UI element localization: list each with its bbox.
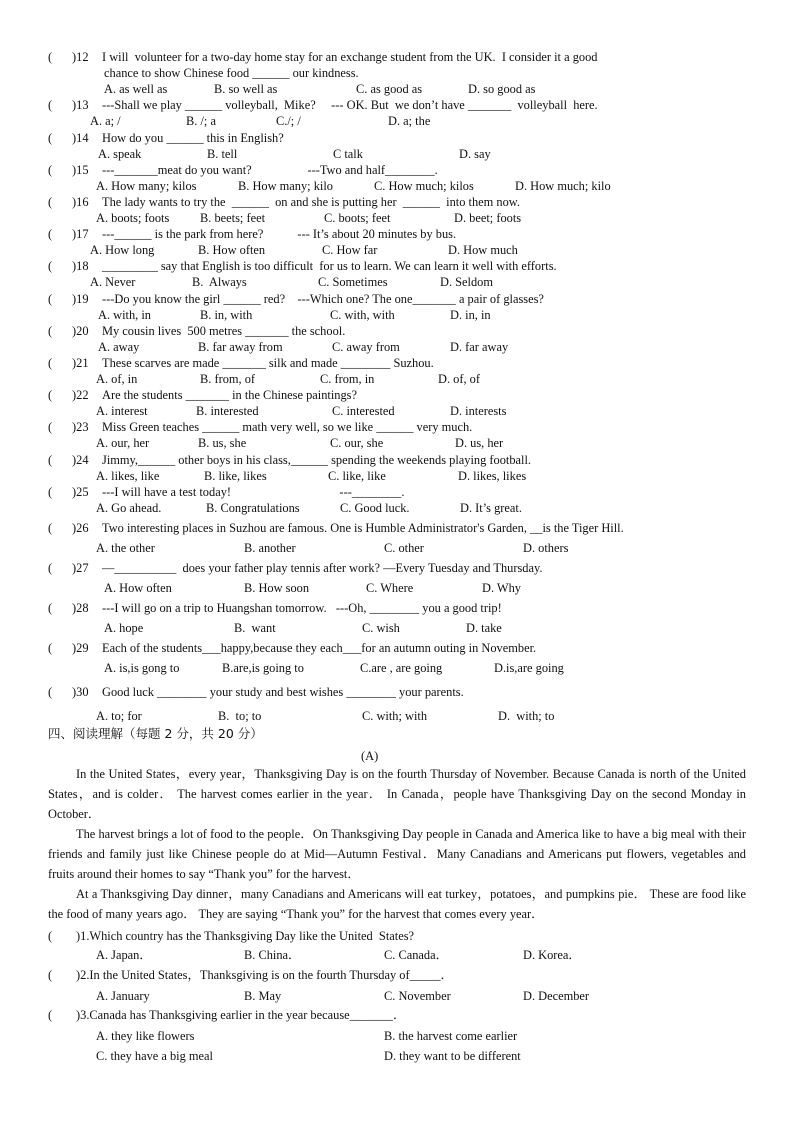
reading-option-a: A. January: [96, 989, 150, 1003]
option-a: A. likes, like: [96, 469, 160, 483]
question-stem: _________ say that English is too difficult for us to learn. We can learn it well with efforts.: [102, 259, 557, 273]
question-stem: ---Do you know the girl ______ red? ---Which one? The one_______ a pair of glasses?: [102, 292, 544, 306]
question-stem: ---_______meat do you want? ---Two and half________.: [102, 163, 438, 177]
question-paren: (: [48, 420, 53, 434]
option-c: C. Good luck.: [340, 501, 410, 515]
option-d: D. likes, likes: [458, 469, 527, 483]
question-number: )21: [72, 356, 89, 370]
question-stem: The lady wants to try the ______ on and she is putting her ______ into them now.: [102, 195, 521, 209]
option-d: D. us, her: [455, 436, 504, 450]
option-c: C. with, with: [330, 308, 395, 322]
passage-paragraph-1: In the United States，every year，Thanksgiving Day is on the fourth Thursday of November. Because Canada is north of the United States，and is colder． The harvest comes earlier in the year． In Canada，people have Thanksgiving Day on the second Monday in October．: [48, 767, 746, 821]
question-paren: (: [48, 50, 53, 64]
option-d: D. of, of: [438, 372, 480, 386]
option-c: C. wish: [362, 621, 400, 635]
option-d: D. It’s great.: [460, 501, 522, 515]
option-c: C. with; with: [362, 709, 428, 723]
question-stem: Two interesting places in Suzhou are famous. One is Humble Administrator's Garden, __is the Tiger Hill.: [102, 521, 624, 535]
option-d: D. so good as: [468, 82, 536, 96]
reading-option-d: D. they want to be different: [384, 1049, 521, 1063]
option-d: D. How much: [448, 243, 518, 257]
question-stem: These scarves are made _______ silk and made ________ Suzhou.: [102, 356, 434, 370]
option-a: A. How often: [104, 581, 172, 595]
question-stem: I will volunteer for a two-day home stay for an exchange student from the UK. I consider it a good: [102, 50, 598, 64]
reading-question-stem: )1.Which country has the Thanksgiving Day like the United States?: [76, 929, 415, 943]
option-a: A. speak: [98, 147, 142, 161]
option-d: D. Seldom: [440, 275, 494, 289]
reading-option-a: A. they like flowers: [96, 1029, 195, 1043]
option-b: B. us, she: [198, 436, 247, 450]
question-number: )13: [72, 98, 89, 112]
passage-paragraph-2: The harvest brings a lot of food to the people．On Thanksgiving Day people in Canada and America like to have a big meal with their friends and family just like Chinese people do at Mid—Autumn Festival．Many Canadians and Americans put flowers, vegetables and fruits around their homes to say “Thank you” for the harvest．: [48, 827, 746, 881]
question-paren: (: [48, 259, 53, 273]
option-c: C. away from: [332, 340, 400, 354]
option-b: B. tell: [207, 147, 238, 161]
option-d: D. take: [466, 621, 502, 635]
question-stem-continued: chance to show Chinese food ______ our kindness.: [104, 66, 359, 80]
question-stem: ---______ is the park from here? --- It’s about 20 minutes by bus.: [102, 227, 457, 241]
option-a: A. as well as: [104, 82, 168, 96]
option-a: A. a; /: [90, 114, 121, 128]
question-number: )15: [72, 163, 89, 177]
reading-option-b: B. China．: [244, 948, 301, 962]
question-number: )14: [72, 131, 89, 145]
option-c: C. How much; kilos: [374, 179, 474, 193]
question-number: )12: [72, 50, 89, 64]
question-paren: (: [48, 485, 53, 499]
option-a: A. Never: [90, 275, 136, 289]
option-d: D. far away: [450, 340, 509, 354]
option-d: D. say: [459, 147, 491, 161]
question-paren: (: [48, 521, 53, 535]
option-a: A. How many; kilos: [96, 179, 197, 193]
question-number: )25: [72, 485, 89, 499]
option-b: B. Always: [192, 275, 247, 289]
question-number: )16: [72, 195, 89, 209]
option-b: B. to; to: [218, 709, 262, 723]
question-stem: My cousin lives 500 metres _______ the school.: [102, 324, 346, 338]
question-number: )17: [72, 227, 89, 241]
question-paren: (: [48, 227, 53, 241]
option-b: B. How soon: [244, 581, 310, 595]
option-a: A. hope: [104, 621, 144, 635]
option-c: C. like, like: [328, 469, 386, 483]
question-paren: (: [48, 131, 53, 145]
option-c: C. How far: [322, 243, 378, 257]
reading-option-c: C. they have a big meal: [96, 1049, 213, 1063]
question-paren: (: [48, 601, 53, 615]
reading-option-a: A. Japan．: [96, 948, 152, 962]
question-paren: (: [48, 561, 53, 575]
reading-question-stem: )2.In the United States，Thanksgiving is on the fourth Thursday of_____．: [76, 968, 453, 982]
question-stem: How do you ______ this in English?: [102, 131, 284, 145]
reading-option-d: D. Korea．: [523, 948, 581, 962]
option-c: C. as good as: [356, 82, 423, 96]
option-a: A. of, in: [96, 372, 138, 386]
option-d: D. in, in: [450, 308, 491, 322]
option-d: D. with; to: [498, 709, 555, 723]
question-paren: (: [48, 641, 53, 655]
option-a: A. with, in: [98, 308, 152, 322]
option-c: C. Sometimes: [318, 275, 388, 289]
option-c: C talk: [333, 147, 363, 161]
passage-paragraph-3: At a Thanksgiving Day dinner，many Canadians and Americans will eat turkey，potatoes，and pumpkins pie． These are food like the food of many years ago． They are saying “Thank you” for the harvest that comes every year．: [48, 887, 746, 921]
reading-question-stem: )3.Canada has Thanksgiving earlier in the year because_______．: [76, 1008, 406, 1022]
option-d: D. others: [523, 541, 569, 555]
option-c: C./; /: [276, 114, 301, 128]
option-a: A. away: [98, 340, 140, 354]
option-b: B. Congratulations: [206, 501, 300, 515]
option-d: D. interests: [450, 404, 507, 418]
question-number: )24: [72, 453, 89, 467]
option-b: B. another: [244, 541, 296, 555]
reading-paren: (: [48, 1008, 53, 1022]
option-a: A. boots; foots: [96, 211, 170, 225]
option-b: B. in, with: [200, 308, 253, 322]
option-a: A. to; for: [96, 709, 142, 723]
question-paren: (: [48, 685, 53, 699]
question-number: )23: [72, 420, 89, 434]
option-c: C. Where: [366, 581, 414, 595]
option-b: B. like, likes: [204, 469, 267, 483]
question-stem: Miss Green teaches ______ math very well, so we like ______ very much.: [102, 420, 473, 434]
option-a: A. our, her: [96, 436, 150, 450]
question-paren: (: [48, 356, 53, 370]
reading-paren: (: [48, 929, 53, 943]
question-number: )30: [72, 685, 89, 699]
question-number: )22: [72, 388, 89, 402]
option-b: B. interested: [196, 404, 259, 418]
option-a: A. is,is gong to: [104, 661, 180, 675]
reading-option-d: D. December: [523, 989, 590, 1003]
option-b: B. /; a: [186, 114, 216, 128]
question-stem: —__________ does your father play tennis after work? —Every Tuesday and Thursday.: [102, 561, 543, 575]
question-stem: ---I will go on a trip to Huangshan tomorrow. ---Oh, ________ you a good trip!: [102, 601, 502, 615]
option-b: B.are,is going to: [222, 661, 304, 675]
option-b: B. How many; kilo: [238, 179, 333, 193]
reading-option-b: B. May: [244, 989, 282, 1003]
passage-label: (A): [361, 749, 379, 763]
option-d: D. Why: [482, 581, 522, 595]
question-paren: (: [48, 163, 53, 177]
question-stem: Each of the students___happy,because they each___for an autumn outing in November.: [102, 641, 537, 655]
option-b: B. from, of: [200, 372, 256, 386]
question-stem: Jimmy,______ other boys in his class,______ spending the weekends playing football.: [102, 453, 532, 467]
reading-option-c: C. November: [384, 989, 451, 1003]
question-number: )18: [72, 259, 89, 273]
section-heading: 四、阅读理解（每题 2 分，共 20 分）: [48, 726, 263, 741]
option-c: C. boots; feet: [324, 211, 391, 225]
question-paren: (: [48, 324, 53, 338]
question-stem: Are the students _______ in the Chinese paintings?: [102, 388, 358, 402]
question-paren: (: [48, 388, 53, 402]
option-b: B. want: [234, 621, 276, 635]
option-a: A. interest: [96, 404, 148, 418]
option-a: A. the other: [96, 541, 155, 555]
option-c: C. our, she: [330, 436, 384, 450]
question-paren: (: [48, 195, 53, 209]
option-d: D. beet; foots: [454, 211, 522, 225]
question-paren: (: [48, 453, 53, 467]
option-d: D. a; the: [388, 114, 431, 128]
reading-option-c: C. Canada．: [384, 948, 449, 962]
option-a: A. Go ahead.: [96, 501, 162, 515]
question-paren: (: [48, 98, 53, 112]
option-c: C. interested: [332, 404, 395, 418]
option-d: D. How much; kilo: [515, 179, 611, 193]
question-stem: Good luck ________ your study and best wishes ________ your parents.: [102, 685, 464, 699]
option-c: C. other: [384, 541, 424, 555]
option-b: B. beets; feet: [200, 211, 266, 225]
question-number: )29: [72, 641, 89, 655]
question-stem: ---Shall we play ______ volleyball, Mike? --- OK. But we don’t have _______ volleyball here.: [102, 98, 598, 112]
question-paren: (: [48, 292, 53, 306]
question-number: )28: [72, 601, 89, 615]
option-b: B. so well as: [214, 82, 278, 96]
question-number: )19: [72, 292, 89, 306]
question-stem: ---I will have a test today! ---________.: [102, 485, 405, 499]
question-number: )26: [72, 521, 89, 535]
option-b: B. How often: [198, 243, 266, 257]
option-c: C. from, in: [320, 372, 375, 386]
reading-option-b: B. the harvest come earlier: [384, 1029, 518, 1043]
question-number: )27: [72, 561, 89, 575]
question-number: )20: [72, 324, 89, 338]
reading-paren: (: [48, 968, 53, 982]
option-d: D.is,are going: [494, 661, 564, 675]
option-c: C.are , are going: [360, 661, 443, 675]
option-b: B. far away from: [198, 340, 283, 354]
option-a: A. How long: [90, 243, 155, 257]
